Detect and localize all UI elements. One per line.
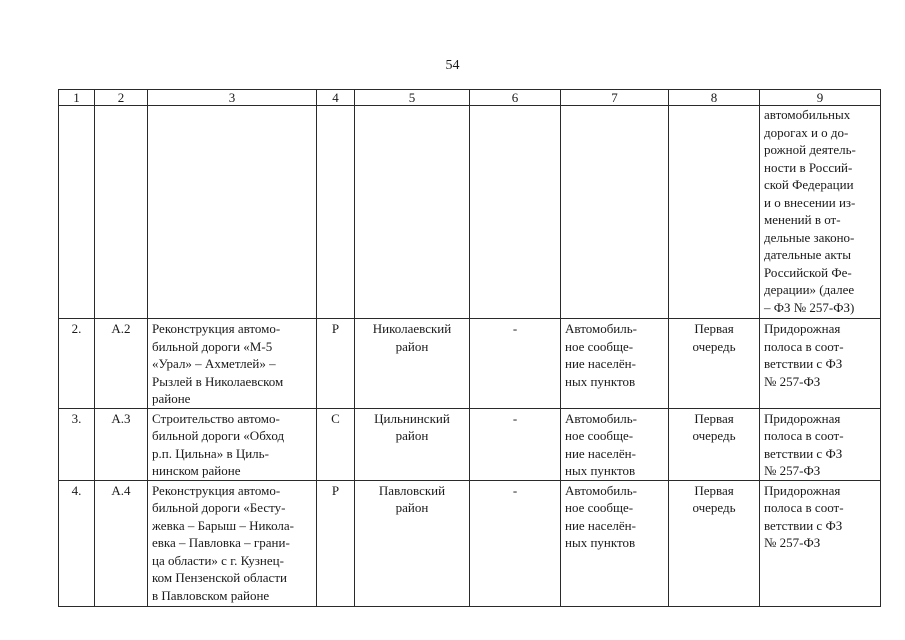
- stage-cell: Первая очередь: [669, 480, 760, 606]
- zone-cell: Придорожная полоса в соот- ветствии с ФЗ № 257-ФЗ: [760, 319, 881, 409]
- empty-cell: [317, 106, 355, 319]
- object-name-cell: Реконструкция автомо- бильной дороги «М-5 «Урал» – Ахметлей» – Рызлей в Николаевском районе: [148, 319, 317, 409]
- object-type-cell: Р: [317, 319, 355, 409]
- zone-cell: Придорожная полоса в соот- ветствии с ФЗ № 257-ФЗ: [760, 408, 881, 480]
- header-cell: 5: [355, 90, 470, 106]
- header-cell: 4: [317, 90, 355, 106]
- table-row: [59, 319, 881, 409]
- object-name-cell: Реконструкция автомо- бильной дороги «Бесту- жевка – Барыш – Никола- евка – Павловка – грани- ца области» с г. Кузнец- ком Пензенской области в Павловском районе: [148, 480, 317, 606]
- purpose-cell: Автомобиль- ное сообще- ние населён- ных пунктов: [561, 480, 669, 606]
- empty-cell: [470, 106, 561, 319]
- header-cell: 8: [669, 90, 760, 106]
- empty-cell: [355, 106, 470, 319]
- table-row: [59, 408, 881, 480]
- empty-cell: [95, 106, 148, 319]
- object-code-cell: А.4: [95, 480, 148, 606]
- page-number: 54: [445, 58, 460, 73]
- header-cell: 6: [470, 90, 561, 106]
- col6-cell: -: [470, 480, 561, 606]
- empty-cell: [59, 106, 95, 319]
- header-cell: 9: [760, 90, 881, 106]
- row-number-cell: 4.: [59, 480, 95, 606]
- object-type-cell: С: [317, 408, 355, 480]
- district-cell: Николаевский район: [355, 319, 470, 409]
- empty-cell: [669, 106, 760, 319]
- empty-cell: [148, 106, 317, 319]
- col6-cell: -: [470, 408, 561, 480]
- col6-cell: -: [470, 319, 561, 409]
- stage-cell: Первая очередь: [669, 408, 760, 480]
- header-cell: 7: [561, 90, 669, 106]
- continuation-zone-cell: автомобильных дорогах и о до- рожной деятель- ности в Россий- ской Федерации и о внесении из- менений в от- дельные законо- дательные акты Российской Фе- дерации» (далее – ФЗ № 257-ФЗ): [760, 106, 881, 319]
- object-code-cell: А.2: [95, 319, 148, 409]
- district-cell: Цильнинский район: [355, 408, 470, 480]
- row-number-cell: 3.: [59, 408, 95, 480]
- zone-cell: Придорожная полоса в соот- ветствии с ФЗ № 257-ФЗ: [760, 480, 881, 606]
- stage-cell: Первая очередь: [669, 319, 760, 409]
- table-row: [59, 480, 881, 606]
- header-cell: 2: [95, 90, 148, 106]
- document-table: [58, 89, 881, 607]
- empty-cell: [561, 106, 669, 319]
- header-cell: 1: [59, 90, 95, 106]
- header-cell: 3: [148, 90, 317, 106]
- table-row-continuation: [59, 106, 881, 319]
- purpose-cell: Автомобиль- ное сообще- ние населён- ных пунктов: [561, 408, 669, 480]
- row-number-cell: 2.: [59, 319, 95, 409]
- object-name-cell: Строительство автомо- бильной дороги «Обход р.п. Цильна» в Циль- нинском районе: [148, 408, 317, 480]
- purpose-cell: Автомобиль- ное сообще- ние населён- ных пунктов: [561, 319, 669, 409]
- table-header-row: [59, 90, 881, 106]
- district-cell: Павловский район: [355, 480, 470, 606]
- object-code-cell: А.3: [95, 408, 148, 480]
- object-type-cell: Р: [317, 480, 355, 606]
